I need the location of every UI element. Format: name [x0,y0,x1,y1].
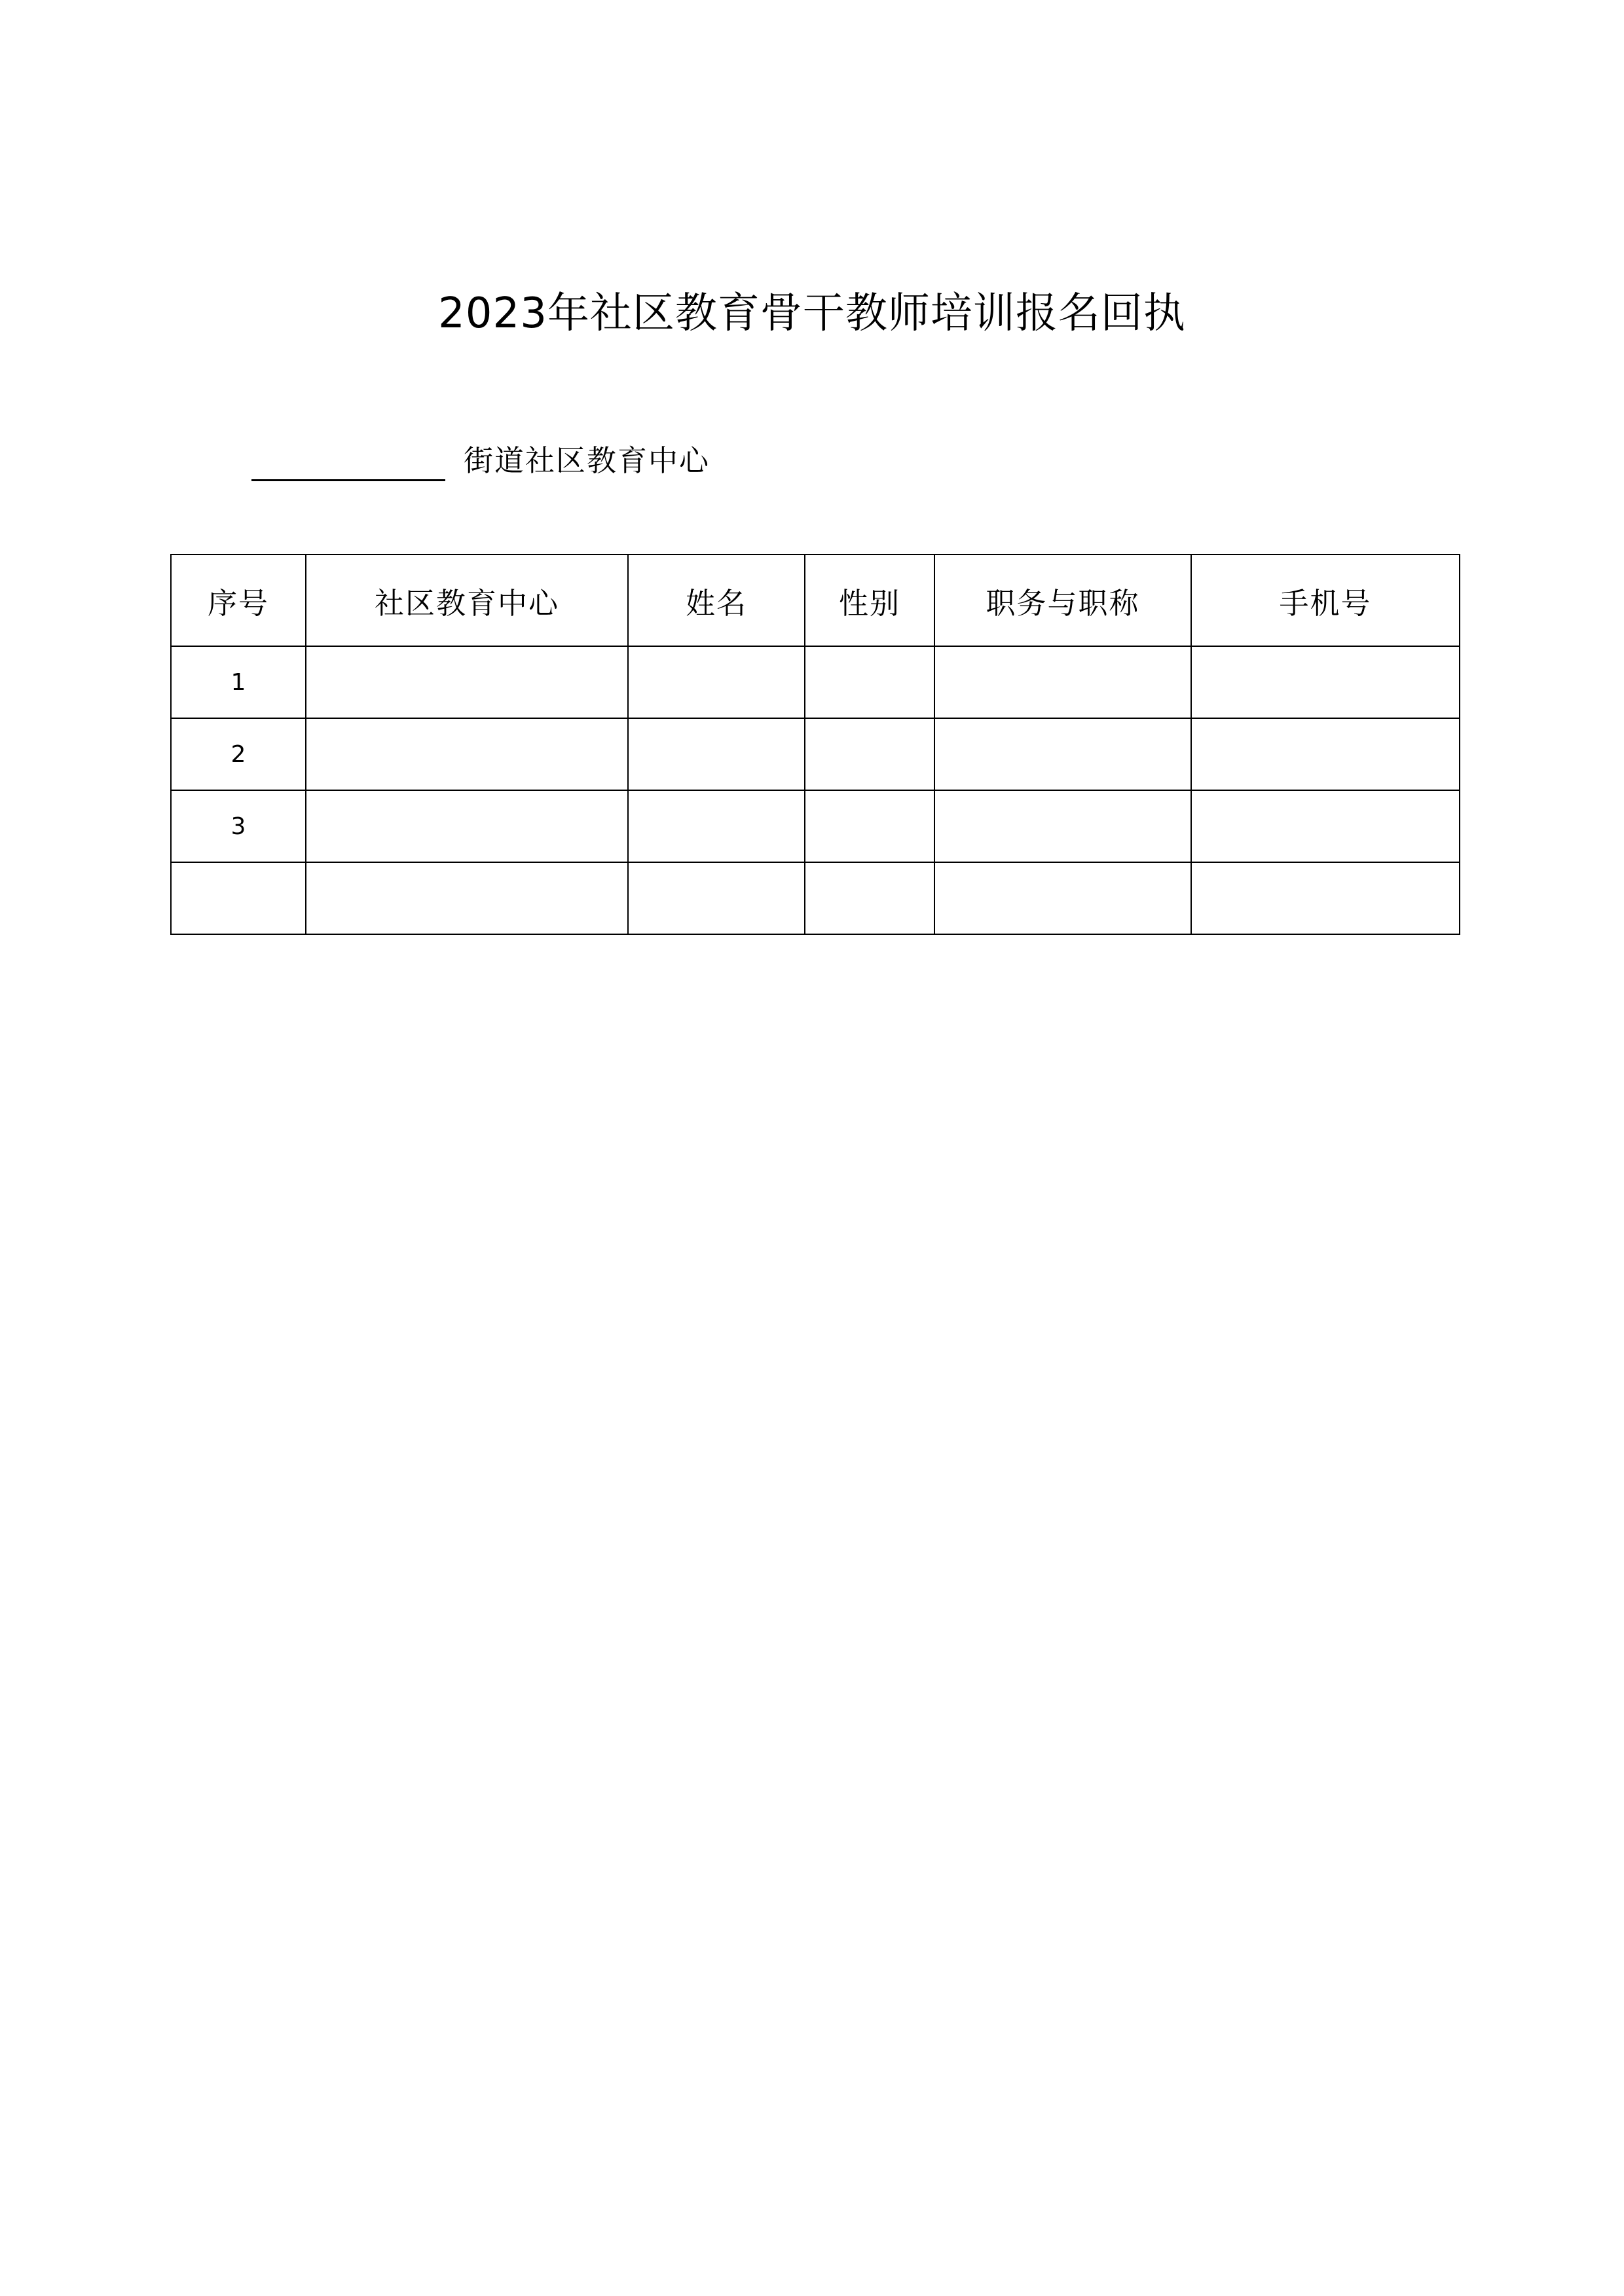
cell-gender[interactable] [805,718,934,790]
street-name-blank[interactable] [251,439,445,481]
table-header-row [171,555,1460,646]
table-row [171,790,1460,862]
cell-position-title[interactable] [934,862,1191,934]
cell-center[interactable] [306,790,628,862]
subtitle [251,429,710,481]
cell-name[interactable] [628,862,805,934]
cell-index [171,862,306,934]
cell-index: 2 [171,718,306,790]
cell-phone[interactable] [1191,718,1460,790]
cell-index: 1 [171,646,306,718]
cell-position-title[interactable] [934,790,1191,862]
cell-center[interactable] [306,718,628,790]
header-position-title: 职务与职称 [934,555,1191,646]
cell-position-title[interactable] [934,646,1191,718]
cell-name[interactable] [628,718,805,790]
table-row [171,718,1460,790]
cell-position-title[interactable] [934,718,1191,790]
header-index: 序号 [171,555,306,646]
cell-phone[interactable] [1191,646,1460,718]
header-name: 姓名 [628,555,805,646]
cell-gender[interactable] [805,790,934,862]
cell-phone[interactable] [1191,790,1460,862]
cell-name[interactable] [628,790,805,862]
header-gender: 性别 [805,555,934,646]
table-row [171,646,1460,718]
subtitle-text: 街道社区教育中心 [464,443,710,478]
cell-center[interactable] [306,862,628,934]
table-row [171,862,1460,934]
header-center: 社区教育中心 [306,555,628,646]
cell-center[interactable] [306,646,628,718]
cell-phone[interactable] [1191,862,1460,934]
page-title: 2023年社区教育骨干教师培训报名回执 [438,289,1186,338]
cell-index: 3 [171,790,306,862]
cell-gender[interactable] [805,862,934,934]
cell-gender[interactable] [805,646,934,718]
cell-name[interactable] [628,646,805,718]
registration-table [170,554,1460,935]
header-phone: 手机号 [1191,555,1460,646]
